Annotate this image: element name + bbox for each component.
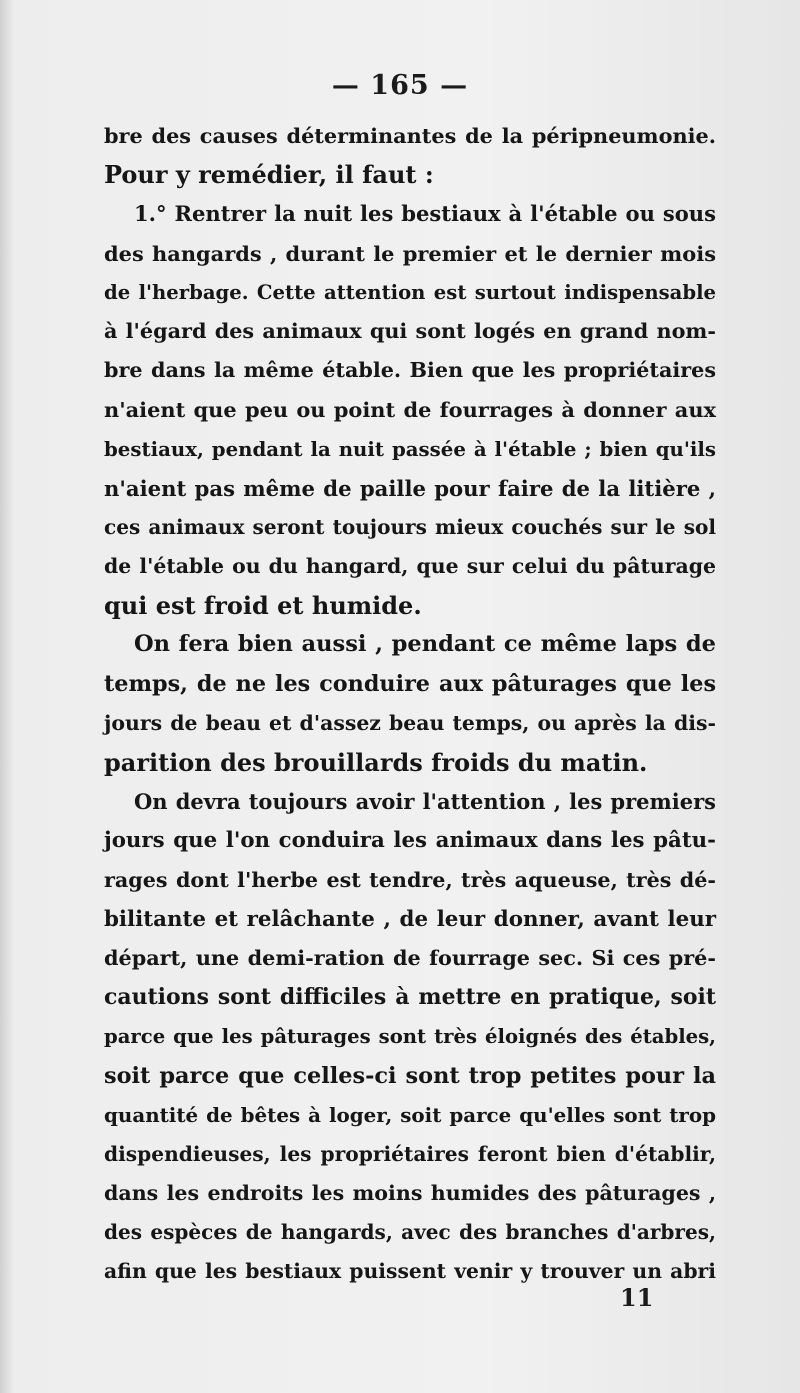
body-text (104, 116, 716, 1292)
text-line: 1.° Rentrer la nuit les bestiaux à l'étable ou sous (134, 201, 716, 227)
text-line: bestiaux, pendant la nuit passée à l'étable ; bien qu'ils (104, 436, 716, 461)
text-line: bre dans la même étable. Bien que les propriétaires (104, 358, 716, 383)
text-line: ces animaux seront toujours mieux couchés sur le sol (104, 514, 716, 539)
text-line: parce que les pâturages sont très éloignés des étables, (104, 1025, 716, 1049)
text-line: départ, une demi-ration de fourrage sec. Si ces pré- (104, 945, 716, 970)
text-line: Pour y remédier, il faut : (104, 160, 434, 190)
text-line: n'aient que peu ou point de fourrages à donner aux (104, 397, 716, 423)
text-line: bre des causes déterminantes de la péripneumonie. (104, 123, 716, 148)
text-line: parition des brouillards froids du matin. (104, 748, 648, 777)
text-line: jours que l'on conduira les animaux dans les pâtu- (104, 828, 716, 854)
text-line: des hangards , durant le premier et le dernier mois (104, 240, 716, 266)
text-line: de l'herbage. Cette attention est surtout indispensable (104, 280, 716, 304)
text-line: n'aient pas même de paille pour faire de la litière , (104, 475, 716, 501)
text-line: cautions sont difficiles à mettre en pratique, soit (104, 984, 716, 1011)
text-line: quantité de bêtes à loger, soit parce qu'elles sont trop (104, 1102, 716, 1127)
signature-mark: 11 (620, 1283, 654, 1312)
text-line: temps, de ne les conduire aux pâturages que les (104, 670, 716, 697)
text-line: bilitante et relâchante , de leur donner, avant leur (104, 906, 716, 932)
text-line: qui est froid et humide. (104, 591, 422, 621)
text-line: dispendieuses, les propriétaires feront bien d'établir, (104, 1141, 716, 1166)
text-line: de l'étable ou du hangard, que sur celui du pâturage (104, 554, 716, 579)
text-line: soit parce que celles-ci sont trop petites pour la (104, 1062, 716, 1089)
text-line: à l'égard des animaux qui sont logés en grand nom- (104, 318, 716, 343)
text-line: jours de beau et d'assez beau temps, ou après la dis- (104, 710, 716, 735)
text-line: On fera bien aussi , pendant ce même laps de (134, 631, 716, 658)
text-line: dans les endroits les moins humides des pâturages , (104, 1181, 716, 1206)
page-number-header: — 165 — (331, 70, 469, 101)
text-line: afin que les bestiaux puissent venir y trouver un abri (104, 1259, 716, 1284)
text-line: rages dont l'herbe est tendre, très aqueuse, très dé- (104, 867, 716, 892)
text-line: des espèces de hangards, avec des branches d'arbres, (104, 1220, 716, 1245)
text-line: On devra toujours avoir l'attention , les premiers (134, 789, 716, 815)
